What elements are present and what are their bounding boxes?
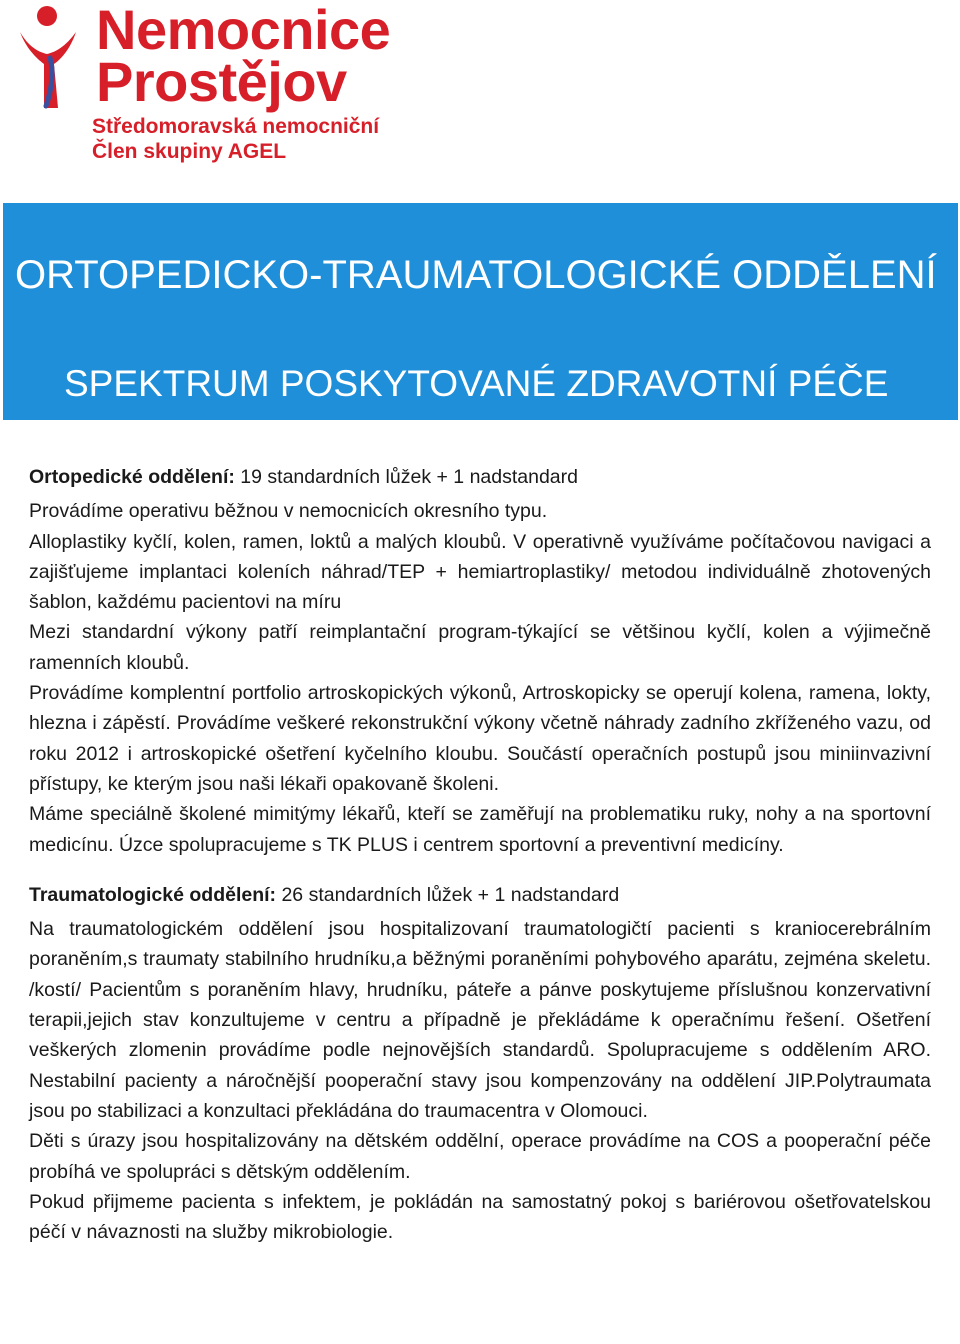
ortho-label: Ortopedické oddělení: [29,466,235,488]
ortho-paragraph: Máme speciálně školené mimitýmy lékařů, kteří se zaměřují na problematiku ruky, nohy a na sportovní medicínu. Úzce spolupracujeme s TK PLUS i centrem sportovní a preventivní medicíny. [29,803,931,856]
logo-name-line1: Nemocnice [96,0,391,61]
ortho-beds: 19 standardních lůžek + 1 nadstandard [234,466,578,488]
hospital-logo [14,0,414,170]
department-subtitle: SPEKTRUM POSKYTOVANÉ ZDRAVOTNÍ PÉČE [64,363,889,404]
ortho-paragraph: Provádíme operativu běžnou v nemocnicích okresního typu. [29,500,548,523]
ortho-heading [29,462,931,492]
document-body [29,462,931,1247]
logo-figure-icon [14,2,84,112]
title-banner [3,203,958,420]
logo-name-line2: Prostějov [96,50,347,113]
ortho-paragraph: Provádíme komplentní portfolio artroskopických výkonů, Artroskopicky se operují kolena, ramena, lokty, hlezna i zápěstí. Provádíme veškeré rekonstrukční výkony včetně náhrady zadního zkříženého vazu, od roku 2012 i artroskopické ošetření kyčelního kloubu. Součástí operačních postupů jsou miniinvazivní přístupy, ke kterým jsou naši lékaři opakovaně školeni. [29,682,931,795]
trauma-paragraph: Pokud přijmeme pacienta s infektem, je pokládán na samostatný pokoj s bariérovou ošetřovatelskou péčí v návaznosti na služby mikrobiologie. [29,1190,931,1244]
ortho-paragraph: Alloplastiky kyčlí, kolen, ramen, loktů a malých kloubů. V operativně využíváme počítačovou navigaci a zajišťujeme implantaci koleních náhrad/TEP + hemiartroplastiky/ metodou individuálně zhotovených šablon, každému pacientovi na míru [29,530,931,614]
trauma-heading [29,880,931,910]
trauma-label: Traumatologické oddělení: [29,883,277,906]
ortho-paragraph: Mezi standardní výkony patří reimplantační program-týkající se většinou kyčlí, kolen a výjimečně ramenních kloubů. [29,621,931,674]
section-spacer [29,860,931,880]
trauma-paragraph: Na traumatologickém oddělení jsou hospitalizovaní traumatologičtí pacienti s kraniocerebrálním poraněním,s traumaty stabilního hrudníku,a běžnými poraněními pohybového aparátu, zejména skeletu. /kostí/ Pacientům s poraněním hlavy, hrudníku, páteře a pánve poskytujeme příslušnou konzervativní terapii,jejich stav konzultujeme v centru a případně je překládáme k operačnímu řešení. Ošetření veškerých zlomenin provádíme podle nejnovějších standardů. Spolupracujeme s oddělením ARO. Nestabilní pacienty a náročnější pooperační stavy jsou kompenzovány na oddělení JIP.Polytraumata jsou po stabilizaci a konzultaci překládána do traumacentra v Olomouci. [29,918,931,1122]
logo-subtitle-line2: Člen skupiny AGEL [92,140,287,163]
logo-subtitle-line1: Středomoravská nemocniční [92,115,380,138]
department-title: ORTOPEDICKO-TRAUMATOLOGICKÉ ODDĚLENÍ [15,253,937,297]
trauma-beds: 26 standardních lůžek + 1 nadstandard [276,883,620,906]
trauma-paragraph: Děti s úrazy jsou hospitalizovány na dětském oddělní, operace provádíme na COS a pooperační péče probíhá ve spolupráci s dětským oddělením. [29,1130,931,1183]
